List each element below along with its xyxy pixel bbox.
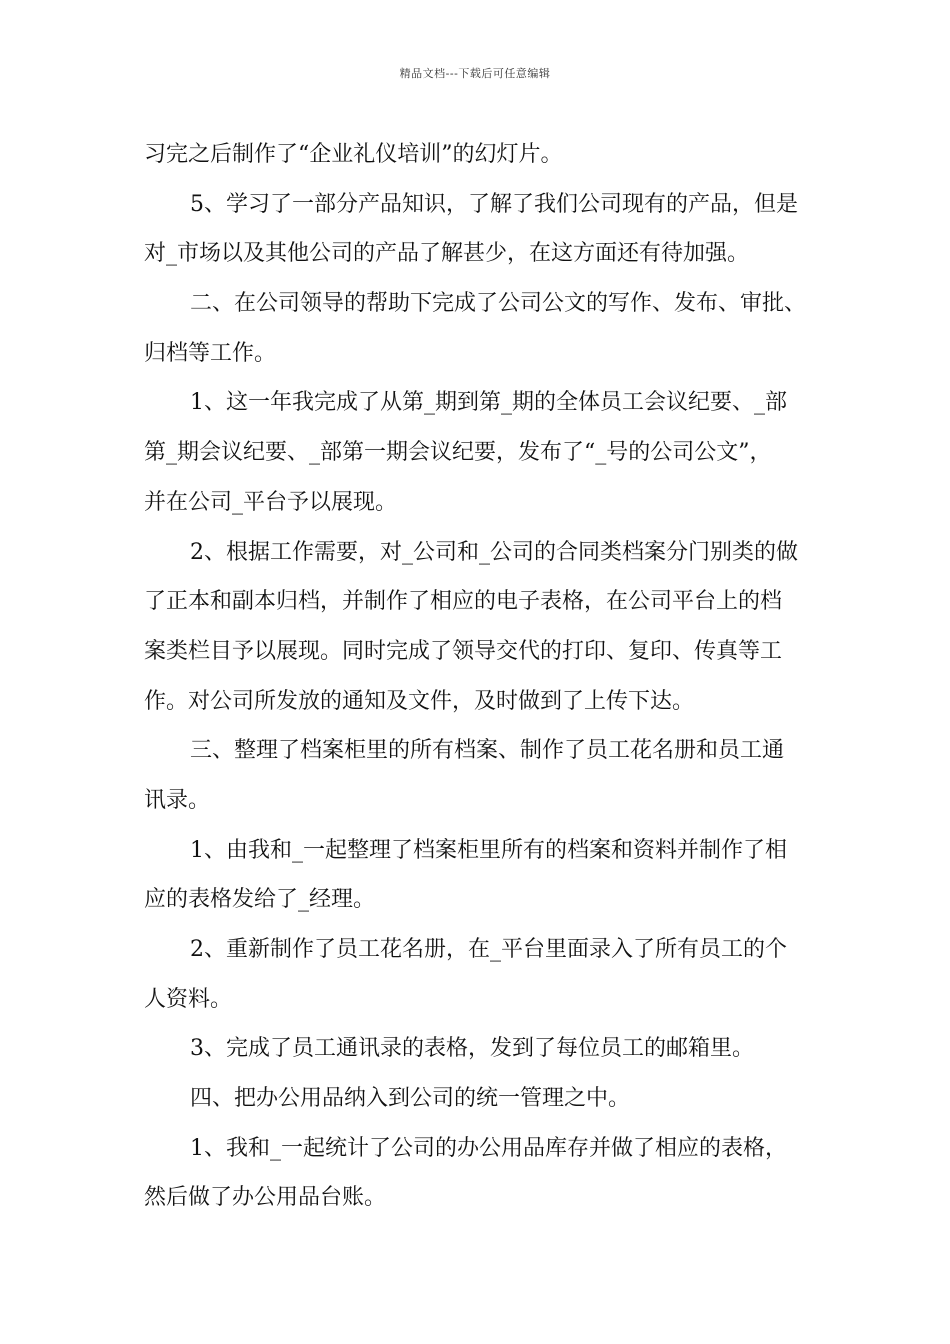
text-line: 案类栏目予以展现。同时完成了领导交代的打印、复印、传真等工 bbox=[144, 638, 783, 664]
text-line: 1、我和_一起统计了公司的办公用品库存并做了相应的表格， bbox=[190, 1135, 787, 1161]
document-body bbox=[144, 130, 824, 1223]
section-heading: 二、在公司领导的帮助下完成了公司公文的写作、发布、审批、 bbox=[190, 291, 807, 317]
text-line: 5、学习了一部分产品知识，了解了我们公司现有的产品，但是 bbox=[190, 191, 798, 217]
text-line: 习完之后制作了“企业礼仪培训”的幻灯片。 bbox=[144, 142, 563, 167]
page-header: 精品文档---下载后可任意编辑 bbox=[399, 67, 551, 80]
text-line: 1、这一年我完成了从第_期到第_期的全体员工会议纪要、_部 bbox=[190, 390, 787, 416]
text-line: 3、完成了员工通讯录的表格，发到了每位员工的邮箱里。 bbox=[190, 1036, 754, 1062]
text-line: 应的表格发给了_经理。 bbox=[144, 887, 376, 913]
text-line: 了正本和副本归档，并制作了相应的电子表格，在公司平台上的档 bbox=[144, 589, 783, 615]
text-line: 对_市场以及其他公司的产品了解甚少，在这方面还有待加强。 bbox=[144, 241, 750, 267]
text-line: 讯录。 bbox=[144, 787, 211, 813]
text-line: 2、根据工作需要，对_公司和_公司的合同类档案分门别类的做 bbox=[190, 539, 798, 565]
text-line: 第_期会议纪要、_部第一期会议纪要，发布了“_号的公司公文”， bbox=[144, 440, 772, 466]
text-line: 人资料。 bbox=[144, 986, 233, 1012]
text-line: 并在公司_平台予以展现。 bbox=[144, 489, 398, 515]
text-line: 作。对公司所发放的通知及文件，及时做到了上传下达。 bbox=[144, 688, 695, 714]
text-line: 1、由我和_一起整理了档案柜里所有的档案和资料并制作了相 bbox=[190, 837, 787, 863]
section-heading: 四、把办公用品纳入到公司的统一管理之中。 bbox=[190, 1086, 631, 1112]
text-line: 然后做了办公用品台账。 bbox=[144, 1185, 387, 1211]
text-line: 归档等工作。 bbox=[144, 340, 277, 366]
text-line: 2、重新制作了员工花名册，在_平台里面录入了所有员工的个 bbox=[190, 937, 787, 962]
section-heading: 三、整理了档案柜里的所有档案、制作了员工花名册和员工通 bbox=[190, 738, 785, 764]
